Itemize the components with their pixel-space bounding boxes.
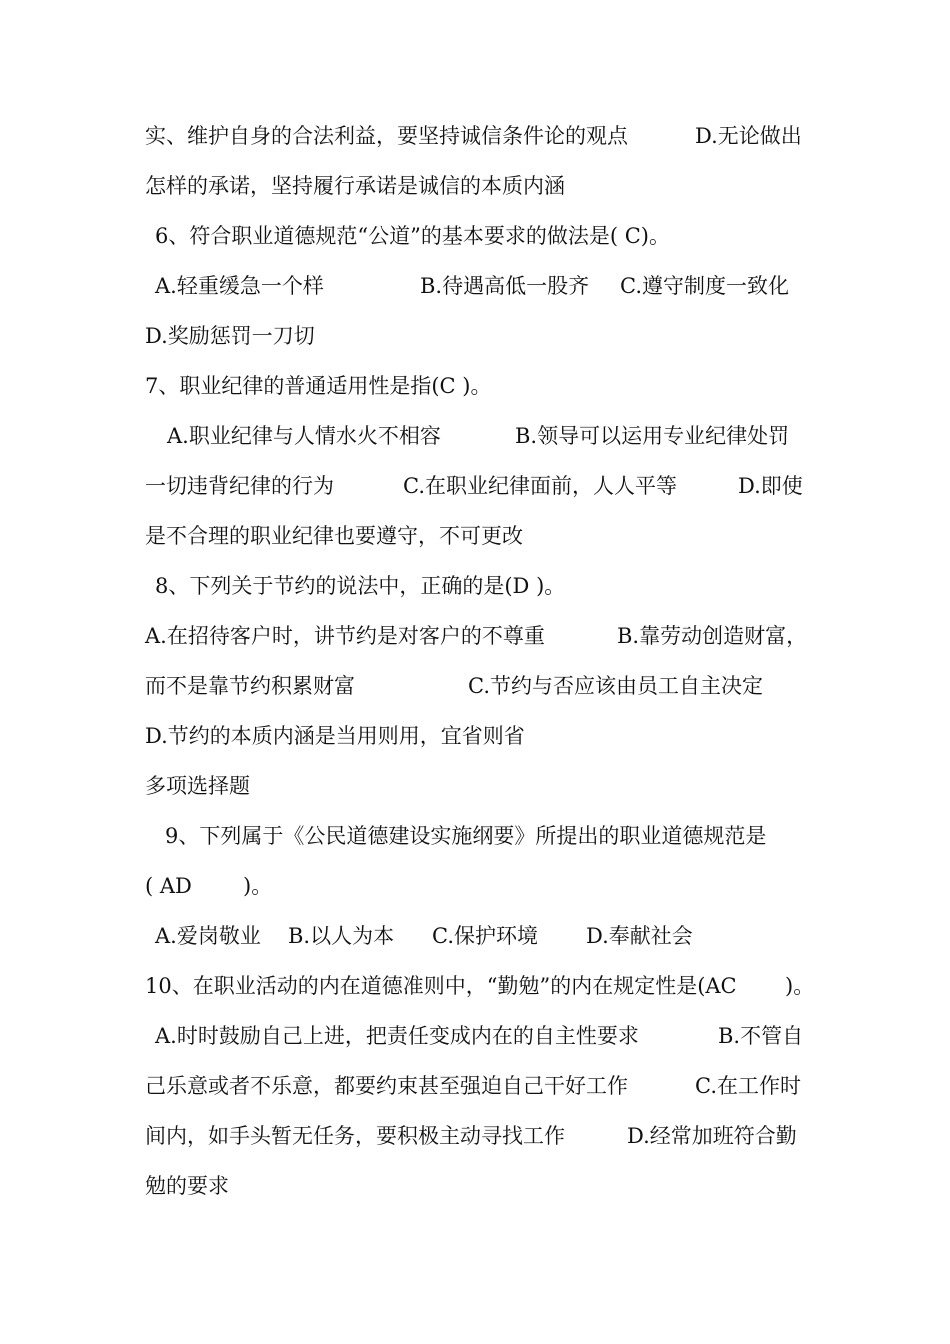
- text-line: [145, 270, 810, 302]
- text-line: [145, 970, 815, 1002]
- text-line: [145, 370, 810, 402]
- text-line: [145, 1020, 810, 1052]
- text-segment: C.在工作时: [695, 1074, 801, 1098]
- text-line: [145, 420, 810, 452]
- text-segment: 怎样的承诺，坚持履行承诺是诚信的本质内涵: [145, 174, 565, 198]
- text-segment: 间内，如手头暂无任务，要积极主动寻找工作: [145, 1124, 565, 1148]
- text-line: [145, 820, 810, 852]
- text-segment: A.在招待客户时，讲节约是对客户的不尊重: [145, 624, 545, 648]
- text-line: [145, 620, 810, 652]
- text-segment: 是不合理的职业纪律也要遵守，不可更改: [145, 524, 523, 548]
- text-segment: C.保护环境: [432, 924, 538, 948]
- text-line: [145, 120, 810, 152]
- text-segment: D.经常加班符合勤: [627, 1124, 797, 1148]
- text-segment: 8、下列关于节约的说法中，正确的是(D )。: [155, 574, 566, 598]
- text-segment: )。: [243, 874, 273, 898]
- text-segment: 7、职业纪律的普通适用性是指(C )。: [145, 374, 492, 398]
- text-segment: D.奖励惩罚一刀切: [145, 324, 315, 348]
- text-line: [145, 170, 810, 202]
- text-line: [145, 470, 810, 502]
- section-heading: [145, 770, 810, 802]
- text-segment: C.遵守制度一致化: [620, 274, 789, 298]
- text-segment: 己乐意或者不乐意，都要约束甚至强迫自己干好工作: [145, 1074, 628, 1098]
- text-line: [145, 570, 810, 602]
- text-line: [145, 220, 810, 252]
- text-line: [145, 520, 810, 552]
- text-segment: A.职业纪律与人情水火不相容: [167, 424, 441, 448]
- text-segment: A.时时鼓励自己上进，把责任变成内在的自主性要求: [155, 1024, 639, 1048]
- text-line: [145, 920, 810, 952]
- text-segment: C.节约与否应该由员工自主决定: [468, 674, 763, 698]
- text-segment: B.领导可以运用专业纪律处罚: [515, 424, 790, 448]
- text-segment: B.待遇高低一股齐: [420, 274, 590, 298]
- text-segment: D.无论做出: [695, 124, 802, 148]
- text-segment: B.不管自: [718, 1024, 804, 1048]
- text-segment: 实、维护自身的合法利益，要坚持诚信条件论的观点: [145, 124, 628, 148]
- text-segment: 一切违背纪律的行为: [145, 474, 334, 498]
- text-line: [145, 1120, 810, 1152]
- text-segment: 多项选择题: [145, 774, 250, 798]
- text-line: [145, 870, 810, 902]
- text-segment: B.靠劳动创造财富，: [617, 624, 808, 648]
- text-line: [145, 670, 810, 702]
- text-line: [145, 320, 810, 352]
- text-segment: )。: [785, 974, 815, 998]
- text-segment: D.奉献社会: [586, 924, 693, 948]
- text-segment: D.节约的本质内涵是当用则用，宜省则省: [145, 724, 525, 748]
- text-segment: 而不是靠节约积累财富: [145, 674, 355, 698]
- text-segment: A.轻重缓急一个样: [155, 274, 324, 298]
- text-segment: ( AD: [145, 874, 192, 898]
- text-line: [145, 1170, 810, 1202]
- text-segment: 9、下列属于《公民道德建设实施纲要》所提出的职业道德规范是: [165, 824, 767, 848]
- text-segment: 勉的要求: [145, 1174, 229, 1198]
- text-segment: A.爱岗敬业: [155, 924, 261, 948]
- text-segment: C.在职业纪律面前，人人平等: [403, 474, 677, 498]
- text-segment: D.即使: [738, 474, 803, 498]
- text-segment: 6、符合职业道德规范“公道”的基本要求的做法是( C)。: [155, 224, 670, 248]
- text-line: [145, 720, 810, 752]
- text-segment: 10、在职业活动的内在道德准则中，“勤勉”的内在规定性是(AC: [145, 974, 737, 998]
- text-segment: B.以人为本: [288, 924, 395, 948]
- text-line: [145, 1070, 810, 1102]
